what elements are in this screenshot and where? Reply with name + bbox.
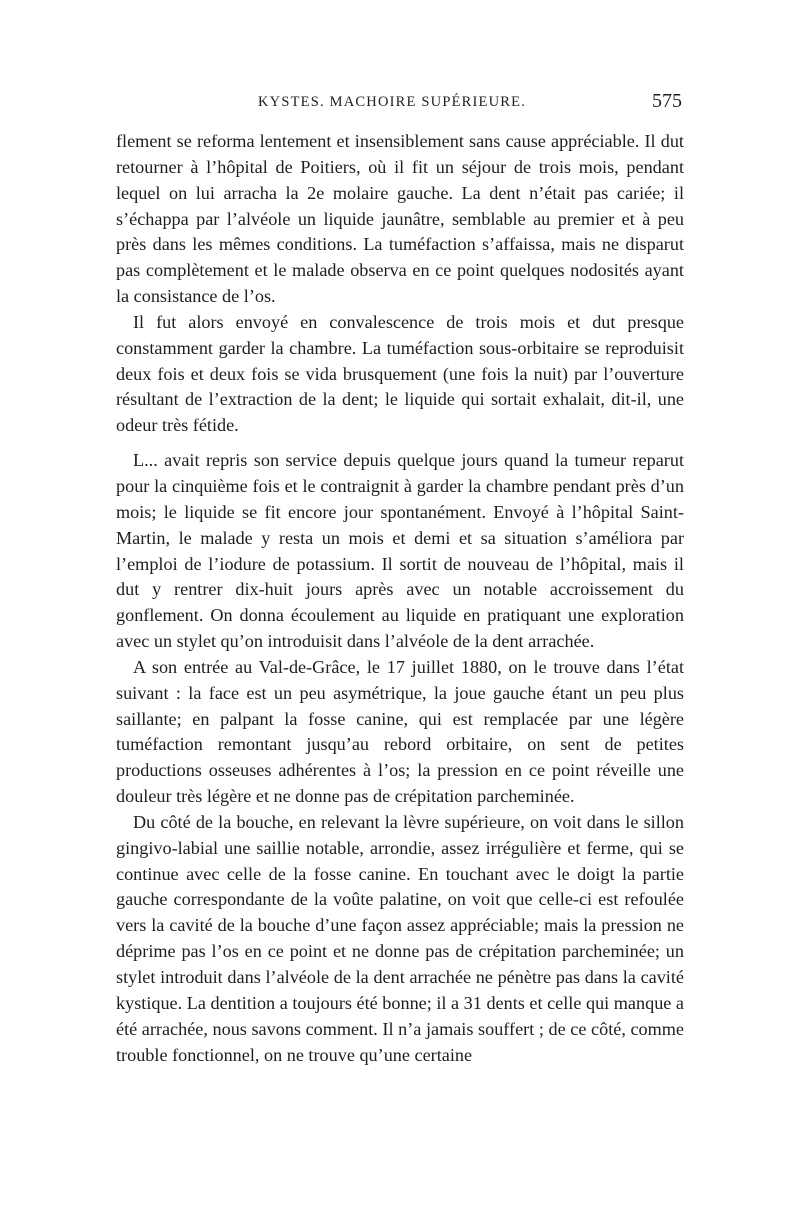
running-title: KYSTES. MACHOIRE SUPÉRIEURE. — [258, 94, 527, 110]
paragraph-5: Du côté de la bouche, en relevant la lèvre supérieure, on voit dans le sillon gingivo-labial une saillie notable, arrondie, assez irrégulière et ferme, qui se continue avec celle de la fosse canine. En touchant avec le doigt la partie gauche correspondante de la voûte palatine, on voit que celle-ci est refoulée vers la cavité de la bouche d’une façon assez appréciable; mais la pression ne déprime pas l’os en ce point et ne donne pas de crépitation parcheminée; un stylet introduit dans l’alvéole de la dent arrachée ne pénètre pas dans la cavité kystique. La dentition a toujours été bonne; il a 31 dents et celle qui manque a été arrachée, nous savons comment. Il n’a jamais souffert ; de ce côté, comme trouble fonctionnel, on ne trouve qu’une certaine — [116, 811, 684, 1065]
paragraph-2: Il fut alors envoyé en convalescence de trois mois et dut presque constamment garder la chambre. La tuméfaction sous-orbitaire se reproduisit deux fois et deux fois se vida brusquement (une fois la nuit) par l’ouverture résultant de l’extraction de la dent; le liquide qui sortait exhalait, dit-il, une odeur très fétide. — [116, 311, 684, 436]
page-number: 575 — [652, 90, 682, 112]
running-head — [118, 90, 682, 120]
paragraph-1: flement se reforma lentement et insensiblement sans cause appréciable. Il dut retourner à l’hôpital de Poitiers, où il fit un séjour de trois mois, pendant lequel on lui arracha la 2e molaire gauche. La dent n’était pas cariée; il s’échappa par l’alvéole un liquide jaunâtre, semblable au premier et à peu près dans les mêmes conditions. La tuméfaction s’affaissa, mais ne disparut pas complètement et le malade observa en ce point quelques nodosités ayant la consistance de l’os. — [116, 131, 684, 307]
paragraph-3: L... avait repris son service depuis quelque jours quand la tumeur reparut pour la cinquième fois et le contraignit à garder la chambre pendant près d’un mois; le liquide se fit encore jour spontanément. Envoyé à l’hôpital Saint-Martin, le malade y resta un mois et demi et sa situation s’améliora par l’emploi de l’iodure de potassium. Il sortit de nouveau de l’hôpital, mais il dut y rentrer dix-huit jours après avec un notable accroissement du gonflement. On donna écoulement au liquide en pratiquant une exploration avec un stylet qu’on introduisit dans l’alvéole de la dent arrachée. — [116, 450, 684, 652]
paragraph-4: A son entrée au Val-de-Grâce, le 17 juillet 1880, on le trouve dans l’état suivant : la face est un peu asymétrique, la joue gauche étant un peu plus saillante; en palpant la fosse canine, qui est remplacée par une légère tuméfaction remontant jusqu’au rebord orbitaire, on sent de petites productions osseuses adhérentes à l’os; la pression en ce point réveille une douleur très légère et ne donne pas de crépitation parcheminée. — [116, 656, 684, 807]
body-text — [116, 129, 684, 1068]
